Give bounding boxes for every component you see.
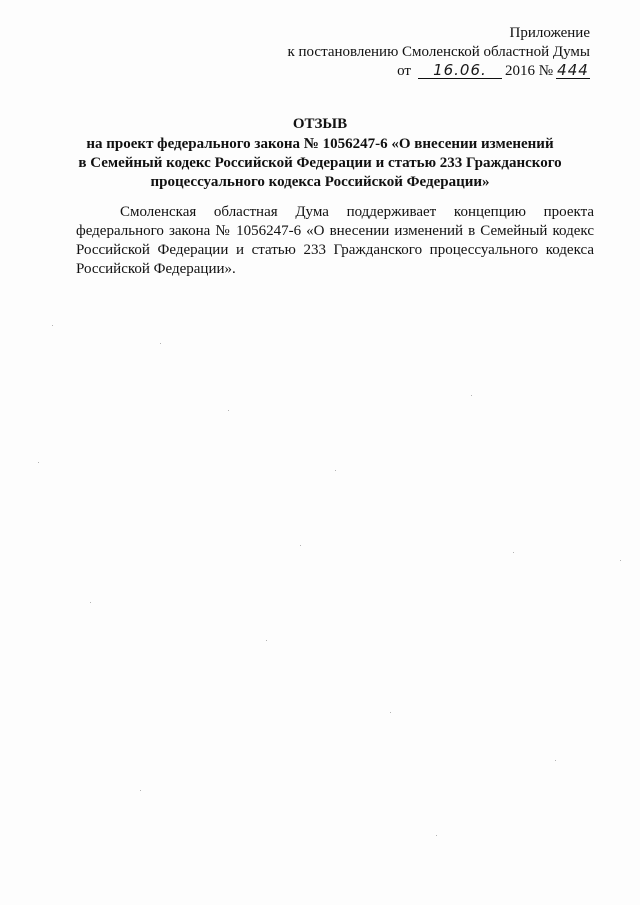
document-title <box>40 115 600 192</box>
from-label: от <box>397 63 411 79</box>
title-heading: ОТЗЫВ <box>292 116 348 132</box>
annex-resolution-line: к постановлению Смоленской областной Думы <box>287 44 590 60</box>
body-paragraph: Смоленская областная Дума поддерживает концепцию проекта федерального закона № 1056247-6 «О внесении изменений в Семейный кодекс Российской Федерации и статью 233 Гражданского процессуального кодекса Российской Федерации». <box>76 204 594 277</box>
handwritten-number: 444 <box>557 61 589 79</box>
handwritten-date: 16.06. <box>418 62 502 79</box>
annex-label: Приложение <box>509 25 590 41</box>
title-line-2: в Семейный кодекс Российской Федерации и статью 233 Гражданского <box>78 155 562 171</box>
annex-header <box>287 24 590 81</box>
title-line-1: на проект федерального закона № 1056247-6 «О внесении изменений <box>86 136 554 152</box>
year-number-label: 2016 № <box>504 63 553 79</box>
annex-date-number-line <box>287 62 590 81</box>
title-line-3: процессуального кодекса Российской Федерации» <box>150 174 490 190</box>
